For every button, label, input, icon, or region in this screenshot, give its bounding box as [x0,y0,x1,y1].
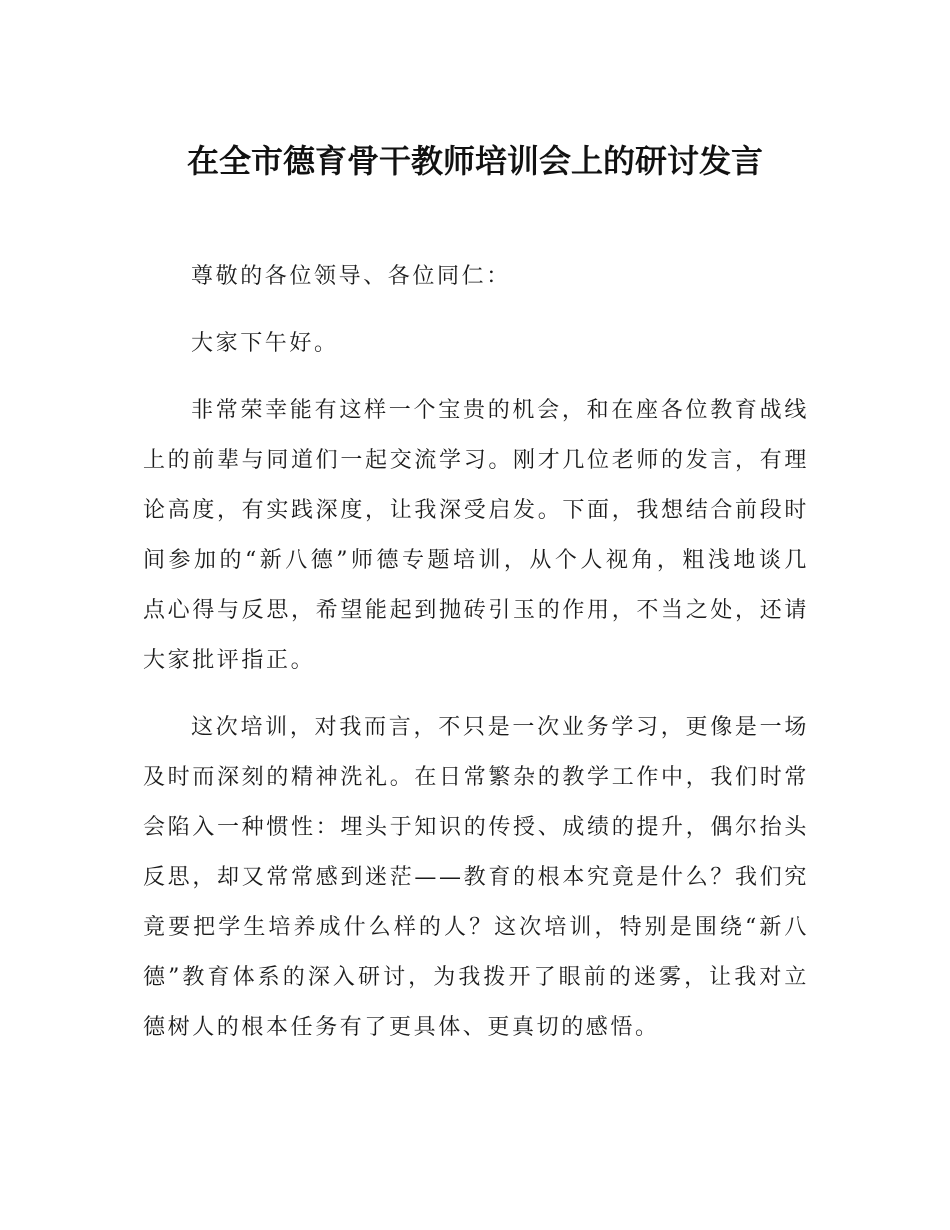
document-body [143,252,809,1070]
paragraph-training-reflection: 这次培训，对我而言，不只是一次业务学习，更像是一场及时而深刻的精神洗礼。在日常繁杂的教学工作中，我们时常会陷入一种惯性：埋头于知识的传授、成绩的提升，偶尔抬头反思，却又常常感到迷茫——教育的根本究竟是什么？我们究竟要把学生培养成什么样的人？这次培训，特别是围绕“新八德”教育体系的深入研讨，为我拨开了眼前的迷雾，让我对立德树人的根本任务有了更具体、更真切的感悟。 [143,715,809,1040]
paragraph-introduction: 非常荣幸能有这样一个宝贵的机会，和在座各位教育战线上的前辈与同道们一起交流学习。刚才几位老师的发言，有理论高度，有实践深度，让我深受启发。下面，我想结合前段时间参加的“新八德”师德专题培训，从个人视角，粗浅地谈几点心得与反思，希望能起到抛砖引玉的作用，不当之处，还请大家批评指正。 [143,398,809,673]
paragraph-salutation: 尊敬的各位领导、各位同仁： [191,264,511,289]
paragraph-greeting: 大家下午好。 [191,331,339,356]
document-title: 在全市德育骨干教师培训会上的研讨发言 [186,142,763,181]
